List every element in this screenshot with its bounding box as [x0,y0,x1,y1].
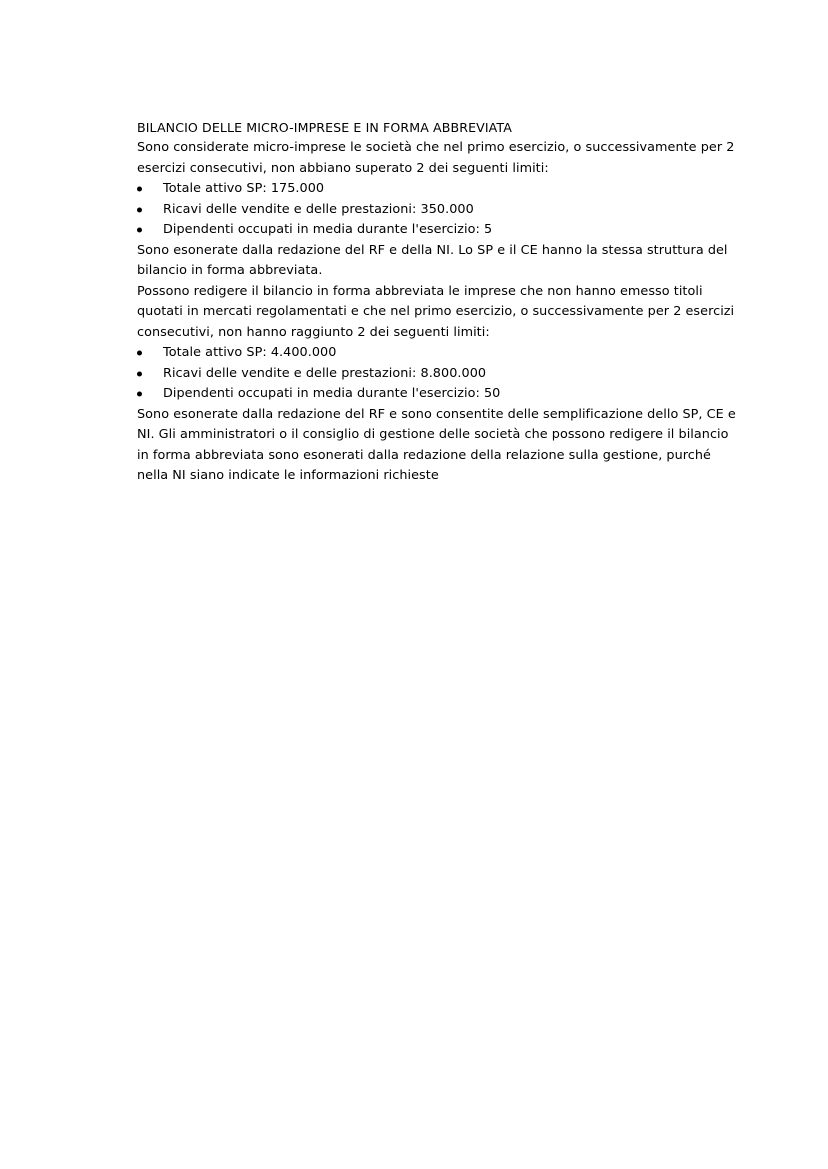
list-item [150,200,737,221]
list-item-label: Totale attivo SP: 175.000 [163,181,325,196]
list-item-label: Dipendenti occupati in media durante l'esercizio: 5 [163,222,493,237]
list-item [150,220,737,241]
list-item-label: Totale attivo SP: 4.400.000 [163,345,337,360]
limits-list-forma-abbreviata [137,343,737,405]
list-item-label: Dipendenti occupati in media durante l'esercizio: 50 [163,386,501,401]
bullet-dot-icon [137,392,142,397]
document-body [137,118,737,487]
bullet-dot-icon [137,351,142,356]
bullet-dot-icon [137,207,142,212]
bullet-dot-icon [137,228,142,233]
paragraph-esonero-forma-abbreviata: Sono esonerate dalla redazione del RF e sono consentite delle semplificazione dello SP, CE e NI. Gli amministratori o il consiglio di gestione delle società che possono redigere il bilancio in forma abbreviata sono esonerati dalla redazione della relazione sulla gestione, purché nella NI siano indicate le informazioni richieste [137,406,736,483]
paragraph-esonero-micro-imprese: Sono esonerate dalla redazione del RF e della NI. Lo SP e il CE hanno la stessa struttura del bilancio in forma abbreviata. [137,242,728,278]
paragraph-micro-imprese-definition: Sono considerate micro-imprese le società che nel primo esercizio, o successivamente per 2 esercizi consecutivi, non abbiano superato 2 dei seguenti limiti: [137,140,735,176]
list-item-label: Ricavi delle vendite e delle prestazioni: 350.000 [163,201,474,217]
list-item [150,364,737,385]
list-item [150,343,737,364]
list-item [150,179,737,200]
limits-list-micro-imprese [137,179,737,241]
paragraph-forma-abbreviata-definition: Possono redigere il bilancio in forma abbreviata le imprese che non hanno emesso titoli quotati in mercati regolamentati e che nel primo esercizio, o successivamente per 2 esercizi consecutivi, non hanno raggiunto 2 dei seguenti limiti: [137,283,735,340]
document-heading: BILANCIO DELLE MICRO-IMPRESE E IN FORMA ABBREVIATA [137,120,512,135]
bullet-dot-icon [137,371,142,376]
list-item [150,384,737,405]
bullet-dot-icon [137,187,142,192]
list-item-label: Ricavi delle vendite e delle prestazioni: 8.800.000 [163,365,487,381]
